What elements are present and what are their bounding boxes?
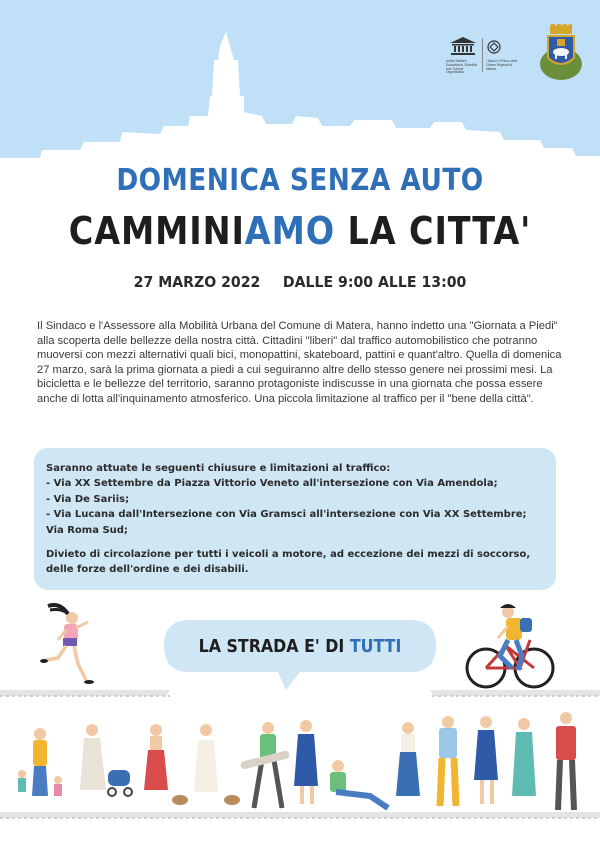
notice-item: - Via De Sariis; — [46, 493, 130, 505]
notice-ban-line2: delle forze dell'ordine e dei disabili. — [46, 564, 249, 576]
notice-spacer — [46, 538, 551, 547]
intro-paragraph: Il Sindaco e l'Assessore alla Mobilità Urbana del Comune di Matera, hanno indetto una "Giornata a Piedi" alla scoperta delle bellezze della nostra città. Cittadini "liberi" dal traffico automobilistico che potranno muoversi con mezzi alternativi quali bici, monopattini, skateboard, pattini e quant'altro. Quella di domenica 27 marzo, sarà la prima giornata a piedi a cui seguiranno altre dello stesso genere nei prossimi mesi. La bicicletta e le bellezze del territorio, saranno protagoniste indiscusse in una giornata che possa essere anche di lotta all'inquinamento atmosferico. Una piccola limitazione al traffico per il "bene della città". — [37, 320, 562, 405]
logo-divider — [482, 38, 483, 72]
slogan-text — [180, 636, 419, 657]
notice-item: - Via XX Settembre da Piazza Vittorio Veneto all'intersezione con Via Amendola; — [46, 478, 498, 490]
notice-ban-line1: Divieto di circolazione per tutti i veicoli a motore, ad eccezione dei mezzi di soccorso, — [46, 549, 531, 561]
world-heritage-logo — [487, 40, 501, 54]
traffic-notice-box — [34, 448, 556, 590]
cyclist — [467, 604, 553, 687]
title-line1: DOMENICA SENZA AUTO — [116, 163, 484, 198]
title-line2-part1: CAMMINI — [68, 209, 245, 253]
traffic-notice-content — [46, 461, 551, 578]
title-line2-part3: LA CITTA' — [335, 209, 532, 253]
slogan-part1: LA STRADA E' DI — [198, 636, 350, 657]
event-day: 27 MARZO 2022 — [133, 273, 261, 291]
running-woman — [40, 605, 94, 684]
matera-coat-of-arms — [538, 24, 584, 82]
title-line2 — [36, 209, 564, 253]
whc-logo-text: I Sassi e il Parco delle Chiese Rupestri di Matera — [486, 59, 518, 71]
notice-item: Via Roma Sud; — [46, 524, 128, 536]
logos-group — [446, 36, 596, 96]
title-line2-highlight: AMO — [244, 209, 336, 253]
notice-heading: Saranno attuate le seguenti chiusure e limitazioni al traffico: — [46, 463, 391, 474]
unesco-logo-text: United Nations Educational, Scientific and Cultural Organization — [446, 59, 478, 75]
event-date — [18, 273, 582, 291]
unesco-logo — [448, 36, 478, 56]
notice-item: - Via Lucana dall'Intersezione con Via Gramsci all'intersezione con Via XX Settembre; — [46, 509, 527, 521]
slogan-highlight: TUTTI — [349, 636, 402, 657]
people-crowd — [18, 712, 576, 810]
event-time: DALLE 9:00 ALLE 13:00 — [282, 273, 467, 291]
